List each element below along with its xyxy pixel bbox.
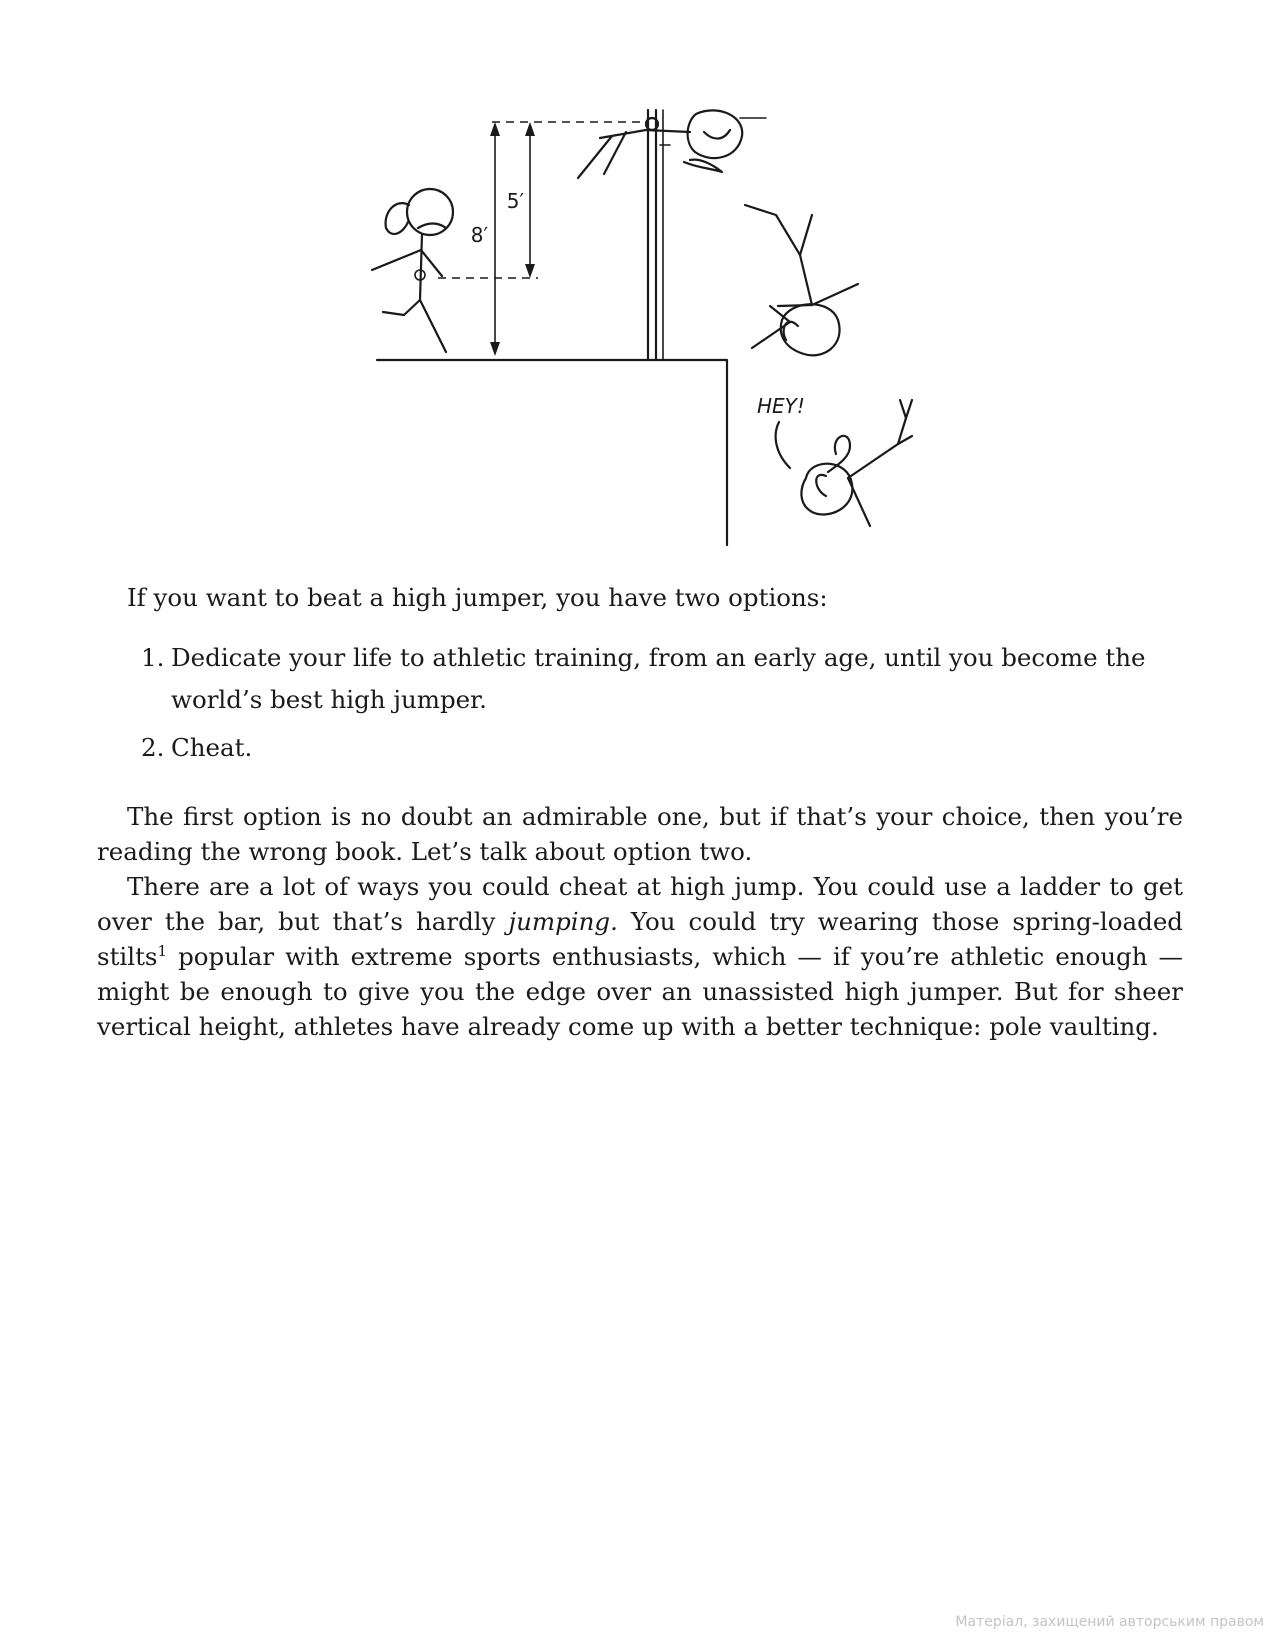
paragraph-option-one: The first option is no doubt an admirable one, but if that’s your choice, then you’re reading the wrong book. Let’s talk about option two. (97, 802, 1183, 866)
standing-girl-figure (372, 189, 453, 352)
label-5ft: 5′ (506, 189, 524, 213)
label-8ft: 8′ (470, 223, 488, 247)
intro-line: If you want to beat a high jumper, you have two options: (127, 583, 828, 612)
high-jump-illustration (0, 0, 1280, 560)
emphasis-jumping: jumping. (508, 907, 618, 936)
ground-and-cliff (377, 360, 727, 545)
option-text: Dedicate your life to athletic training, from an early age, until you become the world’s best high jumper. (171, 643, 1146, 714)
hey-speech: HEY! (757, 394, 805, 418)
high-jump-standard (646, 110, 670, 360)
page-text (97, 580, 1183, 1044)
paragraph-cheating-ways (97, 869, 1183, 1044)
falling-figure (745, 205, 858, 355)
option-item-1 (97, 637, 1183, 721)
fallen-figure (757, 394, 912, 526)
copyright-watermark: Матеріал, захищений авторським правом (955, 1614, 1264, 1630)
option-text: Cheat. (171, 733, 253, 762)
option-number: 2. (141, 733, 165, 762)
options-list (97, 637, 1183, 769)
paragraph-text-part3: popular with extreme sports enthusiasts, which — if you’re athletic enough — might be enough to give you the edge over an unassisted high jumper. But for sheer vertical height, athletes have already come up with a better technique: pole vaulting. (97, 942, 1183, 1041)
jumper-over-bar (578, 110, 766, 178)
dimension-lines (438, 122, 646, 356)
option-item-2 (97, 727, 1183, 769)
footnote-marker[interactable]: 1 (157, 942, 168, 960)
paragraph-text-part2: You could try wearing those spring-loaded stilts (97, 907, 1183, 971)
option-number: 1. (141, 643, 165, 672)
paragraph-text-part1: There are a lot of ways you could cheat at high jump. You could use a ladder to get over the bar, but that’s hardly (97, 872, 1183, 936)
